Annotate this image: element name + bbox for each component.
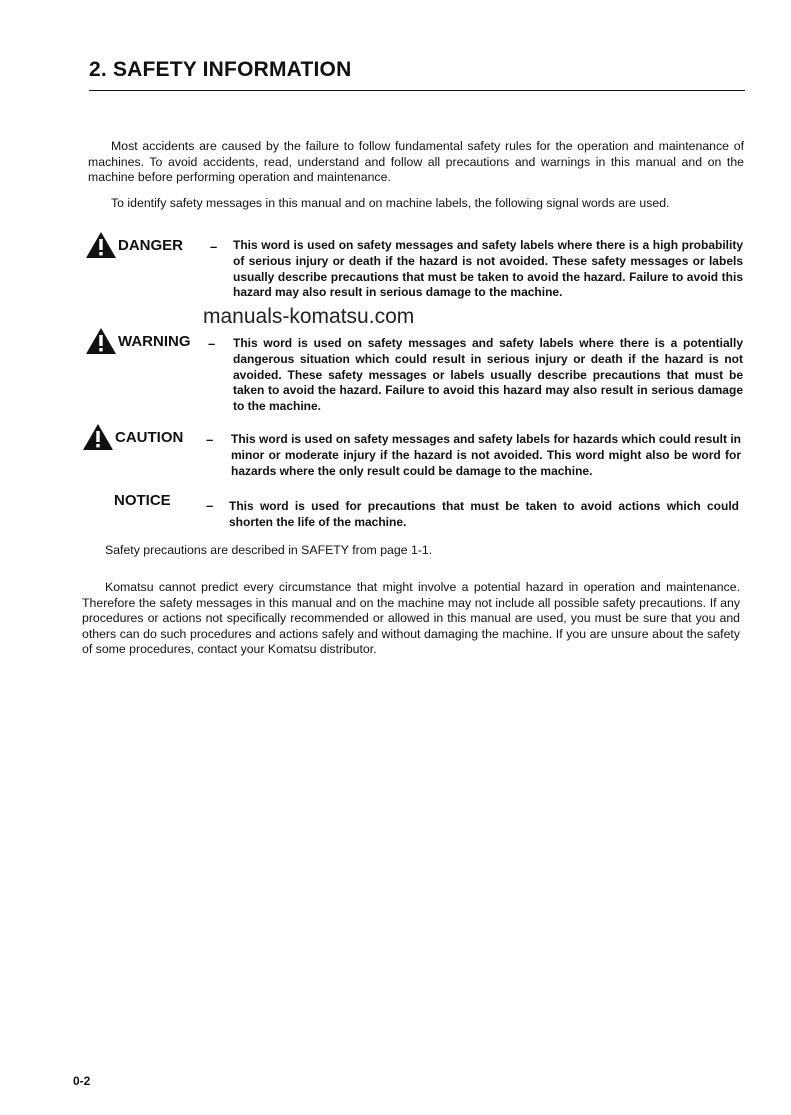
- signal-dash: –: [206, 498, 214, 513]
- warning-triangle-icon: [85, 327, 117, 355]
- signal-description-danger: This word is used on safety messages and safety labels where there is a high probability of serious injury or death if the hazard is not avoided. These safety messages or labels usually describe precautions that must be taken to avoid the hazard. Failure to avoid this hazard may also result in serious damage to the machine.: [233, 238, 743, 300]
- signal-word-label: NOTICE: [114, 492, 171, 509]
- title-rule: [89, 90, 745, 91]
- signal-word-caution: [82, 423, 183, 451]
- signal-description-warning: This word is used on safety messages and safety labels where there is a potentially dangerous situation which could result in serious injury or death if the hazard is not avoided. These safety messages or labels usually describe precautions that must be taken to avoid the hazard. Failure to avoid this hazard may also result in serious damage to the machine.: [233, 336, 743, 414]
- signal-description-notice: This word is used for precautions that must be taken to avoid actions which could shorten the life of the machine.: [229, 499, 739, 529]
- signal-word-danger: [85, 231, 183, 259]
- signal-dash: –: [208, 336, 216, 351]
- page-number: 0-2: [73, 1074, 91, 1088]
- warning-triangle-icon: [82, 423, 114, 451]
- signal-description-caution: This word is used on safety messages and safety labels for hazards which could result in minor or moderate injury if the hazard is not avoided. This word might also be word for hazards where the only result could be damage to the machine.: [231, 432, 741, 478]
- signal-word-notice: [114, 492, 171, 509]
- intro-paragraph-2: To identify safety messages in this manual and on machine labels, the following signal words are used.: [111, 196, 670, 210]
- signal-word-label: DANGER: [118, 236, 184, 254]
- warning-triangle-icon: [85, 231, 117, 259]
- watermark: manuals-komatsu.com: [203, 305, 415, 328]
- page-title: 2. SAFETY INFORMATION: [89, 58, 352, 81]
- signal-word-label: CAUTION: [115, 428, 184, 446]
- intro-paragraph-1: Most accidents are caused by the failure to follow fundamental safety rules for the operation and maintenance of machines. To avoid accidents, read, understand and follow all precautions and warnings in this manual and on the machine before performing operation and maintenance.: [88, 139, 744, 184]
- safety-precautions-reference: Safety precautions are described in SAFETY from page 1-1.: [105, 543, 433, 557]
- signal-word-label: WARNING: [118, 332, 191, 350]
- signal-dash: –: [206, 432, 214, 447]
- signal-word-warning: [85, 327, 191, 355]
- komatsu-disclaimer-paragraph: Komatsu cannot predict every circumstance that might involve a potential hazard in operation and maintenance. Therefore the safety messages in this manual and on the machine may not include all possible safety precautions. If any procedures or actions not specifically recommended or allowed in this manual are used, you must be sure that you and others can do such procedures and actions safely and without damaging the machine. If you are unsure about the safety of some procedures, contact your Komatsu distributor.: [82, 580, 740, 656]
- signal-dash: –: [210, 239, 218, 254]
